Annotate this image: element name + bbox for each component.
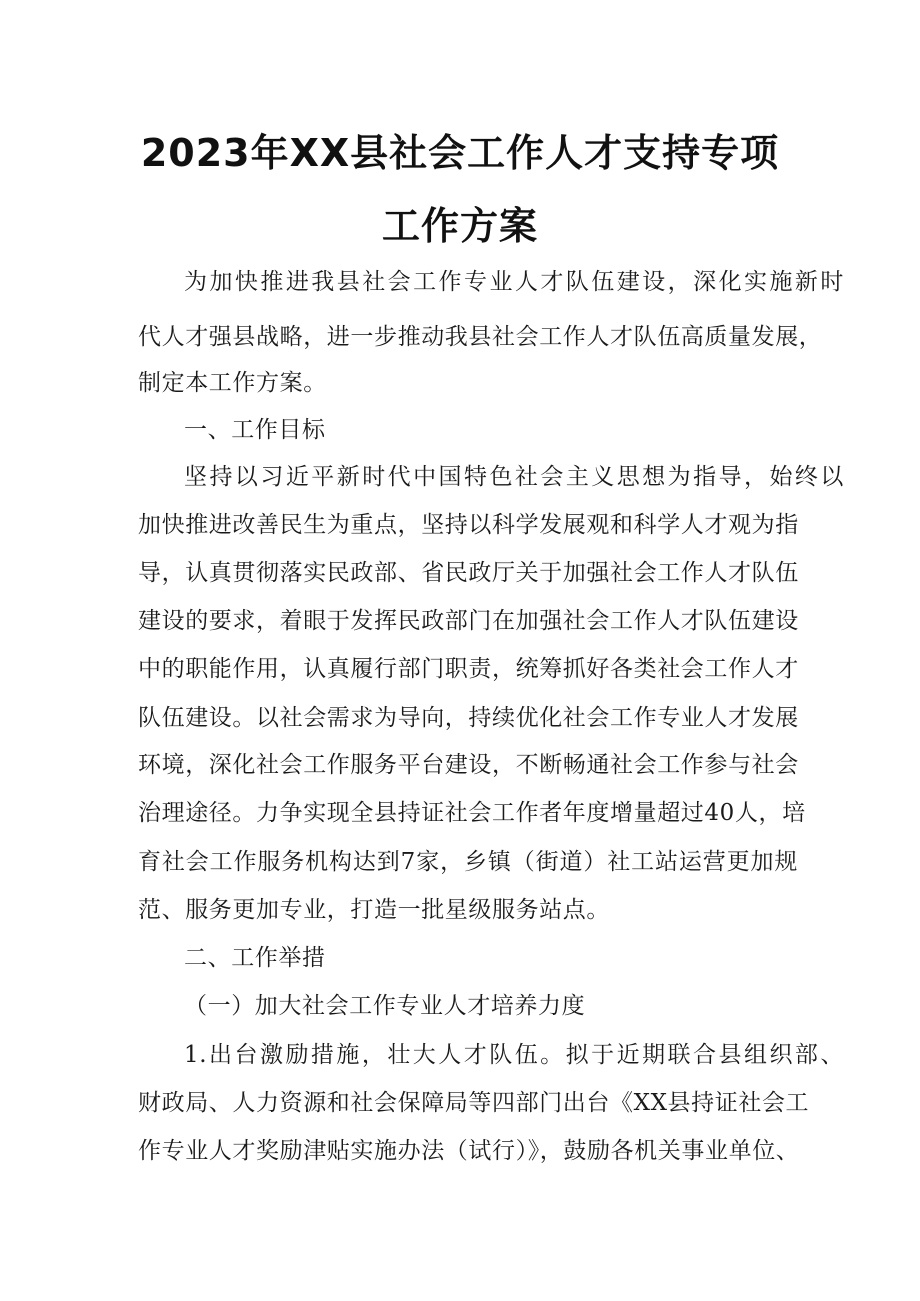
paragraph-goals-line-8: 治理途径。力争实现全县持证社会工作者年度增量超过40人，培	[138, 800, 806, 826]
section-heading-goals: 一、工作目标	[184, 417, 326, 443]
paragraph-goals-line-3: 导，认真贯彻落实民政部、省民政厅关于加强社会工作人才队伍	[138, 560, 799, 586]
paragraph-intro-line-2: 代人才强县战略，进一步推动我县社会工作人才队伍高质量发展，	[138, 324, 823, 350]
paragraph-goals-line-10: 范、服务更加专业，打造一批星级服务站点。	[138, 897, 610, 923]
paragraph-goals-line-7: 环境，深化社会工作服务平台建设，不断畅通社会工作参与社会	[138, 752, 799, 778]
paragraph-goals-line-1: 坚持以习近平新时代中国特色社会主义思想为指导，始终以	[184, 464, 844, 490]
paragraph-goals-line-4: 建设的要求，着眼于发挥民政部门在加强社会工作人才队伍建设	[138, 608, 799, 634]
document-title-line-1: 2023年XX县社会工作人才支持专项	[140, 131, 780, 175]
subsection-heading-1: （一）加大社会工作专业人才培养力度	[184, 993, 586, 1019]
paragraph-measure-1-line-3: 作专业人才奖励津贴实施办法（试行）》，鼓励各机关事业单位、	[138, 1138, 800, 1164]
paragraph-goals-line-9: 育社会工作服务机构达到7家，乡镇（街道）社工站运营更加规	[138, 849, 798, 875]
paragraph-goals-line-5: 中的职能作用，认真履行部门职责，统筹抓好各类社会工作人才	[138, 656, 799, 682]
paragraph-goals-line-6: 队伍建设。以社会需求为导向，持续优化社会工作专业人才发展	[138, 705, 799, 731]
paragraph-measure-1-line-1: 1.出台激励措施，壮大人才队伍。拟于近期联合县组织部、	[184, 1042, 844, 1068]
paragraph-measure-1-line-2: 财政局、人力资源和社会保障局等四部门出台《XX县持证社会工	[138, 1090, 810, 1116]
document-title-line-2: 工作方案	[381, 204, 538, 248]
paragraph-intro-line-3: 制定本工作方案。	[138, 370, 327, 396]
paragraph-goals-line-2: 加快推进改善民生为重点，坚持以科学发展观和科学人才观为指	[138, 512, 799, 538]
paragraph-intro-line-1: 为加快推进我县社会工作专业人才队伍建设，深化实施新时	[184, 269, 844, 295]
section-heading-measures: 二、工作举措	[184, 945, 326, 971]
